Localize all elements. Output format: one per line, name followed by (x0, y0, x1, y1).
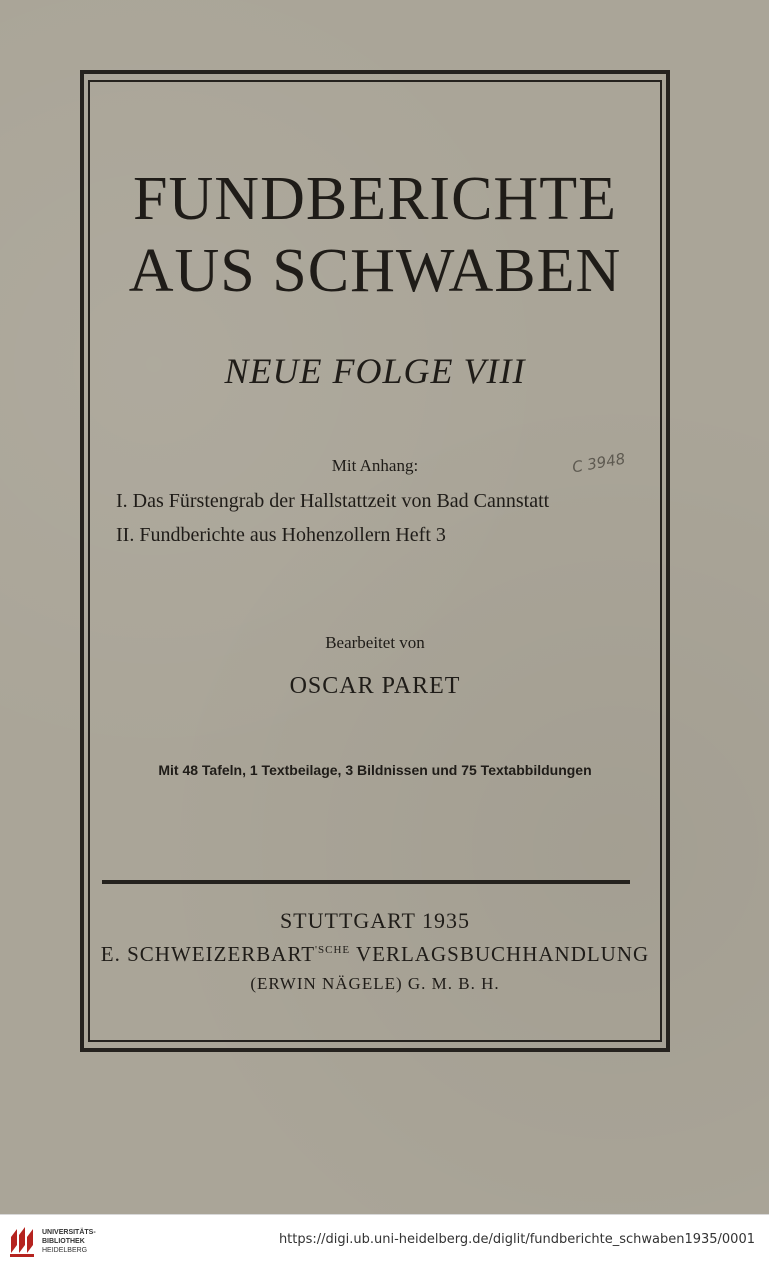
appendix-item-1: I. Das Fürstengrab der Hallstattzeit von Bad Cannstatt (116, 490, 550, 512)
appendix-intro: Mit Anhang: (331, 456, 419, 475)
library-logo-icon[interactable] (8, 1223, 36, 1259)
publisher-city-year: STUTTGART 1935 (279, 908, 471, 933)
editor-name: OSCAR PARET (289, 673, 461, 699)
publisher-name-suffix: VERLAGSBUCHHANDLUNG (350, 942, 650, 966)
publisher-name (90, 942, 660, 967)
horizontal-rule (102, 880, 630, 884)
plates-note: Mit 48 Tafeln, 1 Textbeilage, 3 Bildnissen und 75 Textabbildungen (158, 762, 592, 778)
title-line-2: AUS SCHWABEN (128, 237, 622, 305)
library-name-line-3: HEIDELBERG (42, 1247, 88, 1254)
library-name (42, 1228, 96, 1255)
publisher-name-prefix: E. SCHWEIZERBART (100, 942, 316, 966)
series-subtitle: NEUE FOLGE VIII (224, 351, 526, 391)
permalink-url[interactable]: https://digi.ub.uni-heidelberg.de/diglit/fundberichte_schwaben1935/0001 (278, 1232, 755, 1247)
editor-label: Bearbeitet von (325, 633, 425, 652)
viewer-footer (0, 1214, 769, 1269)
publisher-name-sup: 'SCHE (315, 944, 351, 956)
library-name-line-1: UNIVERSITÄTS- (42, 1229, 96, 1236)
handwritten-shelfmark: C 3948 (570, 449, 627, 477)
library-name-line-2: BIBLIOTHEK (42, 1238, 85, 1245)
title-line-1: FUNDBERICHTE (133, 165, 617, 233)
publisher-imprint: (ERWIN NÄGELE) G. M. B. H. (250, 974, 500, 993)
appendix-item-2: II. Fundberichte aus Hohenzollern Heft 3 (116, 524, 446, 546)
